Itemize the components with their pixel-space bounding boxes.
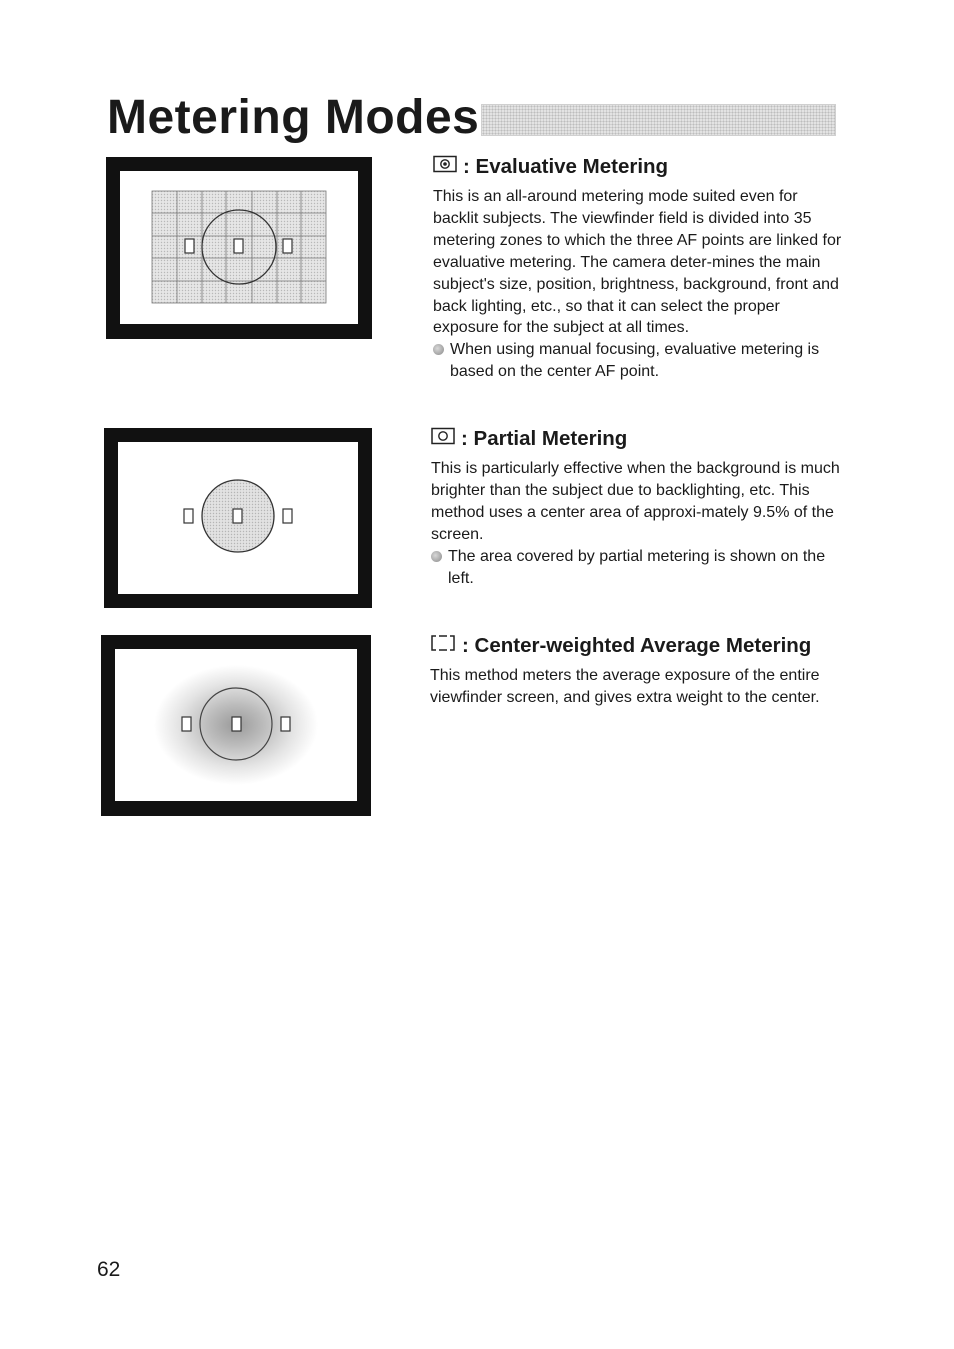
evaluative-metering-heading: : Evaluative Metering — [433, 154, 843, 180]
partial-metering-description: This is particularly effective when the background is much brighter than the subject due to backlighting, etc. This method uses a center area of approxi-mately 9.5% of the screen. — [431, 460, 840, 543]
title-decoration-bar — [481, 104, 836, 136]
partial-metering-section — [431, 426, 841, 589]
center-weighted-metering-icon — [430, 633, 456, 659]
evaluative-metering-icon — [433, 154, 457, 180]
partial-metering-heading: : Partial Metering — [431, 426, 841, 452]
evaluative-viewfinder-diagram — [106, 157, 372, 339]
center-weighted-metering-description: This method meters the average exposure of the entire viewfinder screen, and gives extra weight to the center. — [430, 667, 820, 706]
center-weighted-metering-heading: : Center-weighted Average Metering — [430, 633, 840, 659]
partial-metering-note: The area covered by partial metering is shown on the left. — [431, 546, 841, 590]
evaluative-metering-note: When using manual focusing, evaluative metering is based on the center AF point. — [433, 339, 843, 383]
partial-viewfinder-diagram — [104, 428, 372, 608]
center-weighted-metering-section — [430, 633, 840, 709]
evaluative-metering-description: This is an all-around metering mode suited even for backlit subjects. The viewfinder field is divided into 35 metering zones to which the three AF points are linked for evaluative metering. The camera deter-mines the main subject's size, position, brightness, background, front and back lighting, etc., so that it can select the proper exposure for the subject at all times. — [433, 188, 842, 337]
page-number: 62 — [97, 1258, 121, 1281]
note-bullet-icon — [431, 551, 442, 562]
note-bullet-icon — [433, 344, 444, 355]
partial-metering-icon — [431, 426, 455, 452]
page-title: Metering Modes — [107, 91, 480, 144]
center-weighted-viewfinder-diagram — [101, 635, 371, 816]
evaluative-metering-section — [433, 154, 843, 383]
